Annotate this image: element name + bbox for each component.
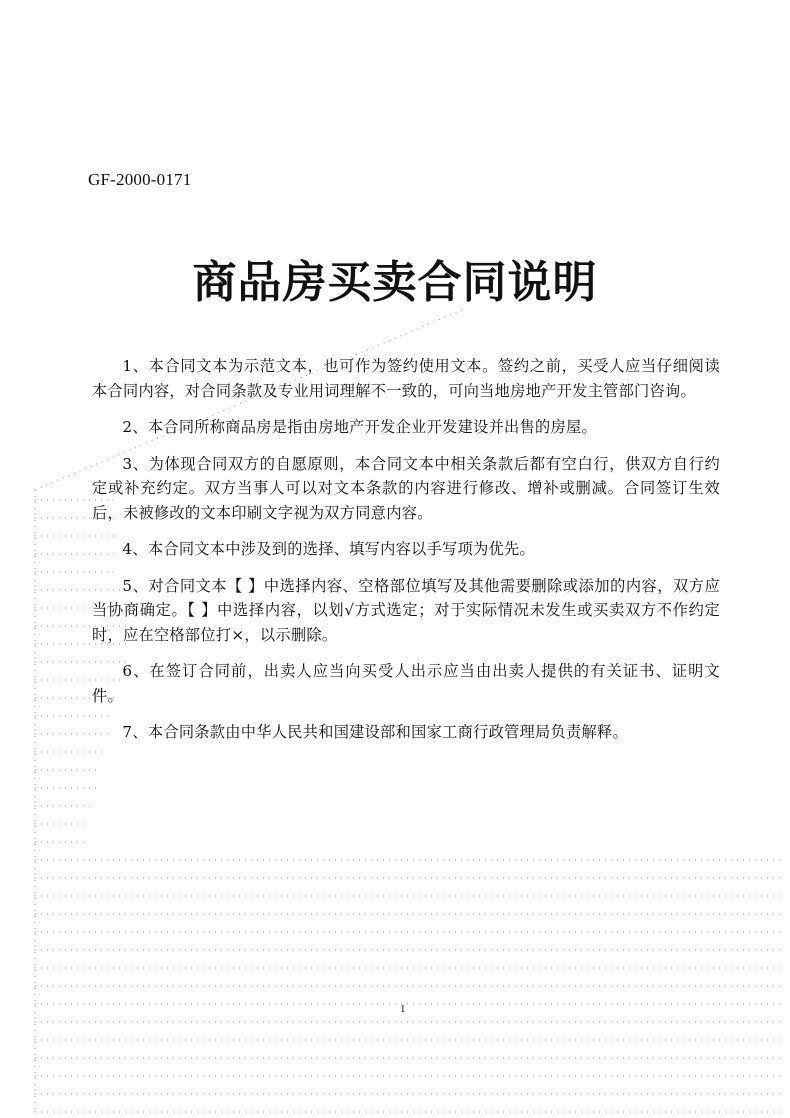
document-body xyxy=(92,354,720,757)
paragraph-7: 7、本合同条款由中华人民共和国建设部和国家工商行政管理局负责解释。 xyxy=(122,723,628,741)
paragraph-5: 5、对合同文本【 】中选择内容、空格部位填写及其他需要删除或添加的内容，双方应当协商确定。【 】中选择内容，以划√方式选定；对于实际情况未发生或买卖双方不作约定时，应在空格部位打×，以示删除。 xyxy=(92,576,720,644)
paragraph-3: 3、为体现合同双方的自愿原则，本合同文本中相关条款后都有空白行，供双方自行约定或补充约定。双方当事人可以对文本条款的内容进行修改、增补或删减。合同签订生效后，未被修改的文本印刷文字视为双方同意内容。 xyxy=(92,454,720,522)
document-title: 商品房买卖合同说明 xyxy=(192,257,598,308)
paragraph-6: 6、在签订合同前，出卖人应当向买受人出示应当由出卖人提供的有关证书、证明文件。 xyxy=(92,662,720,705)
document-code: GF-2000-0171 xyxy=(88,170,192,189)
paragraph-2: 2、本合同所称商品房是指由房地产开发企业开发建设并出售的房屋。 xyxy=(122,418,597,436)
paragraph-1: 1、本合同文本为示范文本，也可作为签约使用文本。签约之前，买受人应当仔细阅读本合同内容，对合同条款及专业用词理解不一致的，可向当地房地产开发主管部门咨询。 xyxy=(92,357,720,400)
page-number: 1 xyxy=(400,1003,406,1015)
paragraph-4: 4、本合同文本中涉及到的选择、填写内容以手写项为优先。 xyxy=(122,540,536,558)
